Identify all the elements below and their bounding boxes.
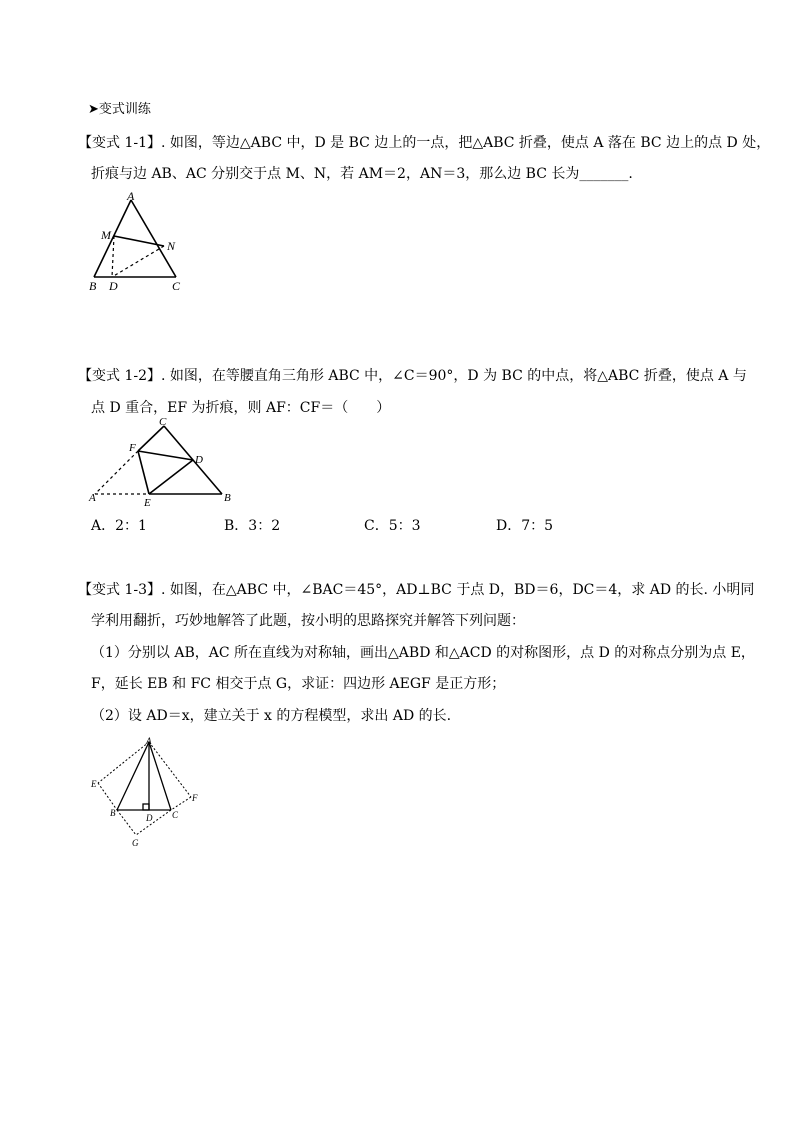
label-e: E [91, 779, 97, 789]
figure-1-3 [85, 735, 205, 850]
problem-1-2-line-1: 【变式 1-2】. 如图，在等腰直角三角形 ABC 中，∠C＝90°，D 为 BC 的中点，将△ABC 折叠，使点 A 与 [78, 368, 747, 384]
label-f: F [192, 793, 198, 803]
problem-1-3-line-1: 【变式 1-3】. 如图，在△ABC 中，∠BAC＝45°，AD⊥BC 于点 D，BD＝6，DC＝4，求 AD 的长. 小明同 [78, 582, 755, 598]
problem-1-2-line-2: 点 D 重合，EF 为折痕，则 AF：CF＝（ ） [91, 400, 391, 416]
label-b: B [89, 279, 97, 293]
problem-1-1-line-1: 【变式 1-1】. 如图，等边△ABC 中，D 是 BC 边上的一点，把△ABC 折叠，使点 A 落在 BC 边上的点 D 处， [78, 135, 771, 151]
label-n: N [167, 239, 176, 253]
problem-1-3-line-2: 学利用翻折，巧妙地解答了此题，按小明的思路探究并解答下列问题： [91, 613, 525, 629]
choice-b: B．3：2 [224, 518, 281, 534]
label-d: D [195, 454, 203, 466]
choice-a: A．2：1 [91, 518, 147, 534]
problem-1-1-line-2: 折痕与边 AB、AC 分别交于点 M、N，若 AM＝2，AN＝3，那么边 BC 长为_______. [91, 166, 633, 182]
label-m: M [101, 228, 111, 242]
figure-1-1 [80, 188, 200, 298]
label-b: B [110, 808, 116, 818]
choice-c: C．5：3 [364, 518, 421, 534]
choice-d: D．7：5 [496, 518, 554, 534]
problem-1-3-line-5: （2）设 AD＝x，建立关于 x 的方程模型，求出 AD 的长. [91, 708, 452, 724]
label-a: A [89, 492, 96, 504]
section-heading: ➤变式训练 [88, 102, 151, 117]
label-b: B [224, 492, 231, 504]
label-d: D [109, 279, 118, 293]
figure-1-2 [80, 415, 240, 510]
label-d: D [146, 813, 153, 823]
label-a: A [146, 736, 152, 746]
problem-1-3-line-4: F，延长 EB 和 FC 相交于点 G，求证：四边形 AEGF 是正方形； [91, 676, 506, 692]
label-f: F [129, 442, 136, 454]
label-c: C [159, 416, 167, 428]
label-e: E [144, 497, 151, 509]
label-c: C [172, 810, 179, 820]
label-a: A [127, 189, 135, 203]
problem-1-3-line-3: （1）分别以 AB，AC 所在直线为对称轴，画出△ABD 和△ACD 的对称图形，点 D 的对称点分别为点 E， [91, 645, 755, 661]
label-c: C [172, 279, 181, 293]
label-g: G [132, 838, 139, 848]
